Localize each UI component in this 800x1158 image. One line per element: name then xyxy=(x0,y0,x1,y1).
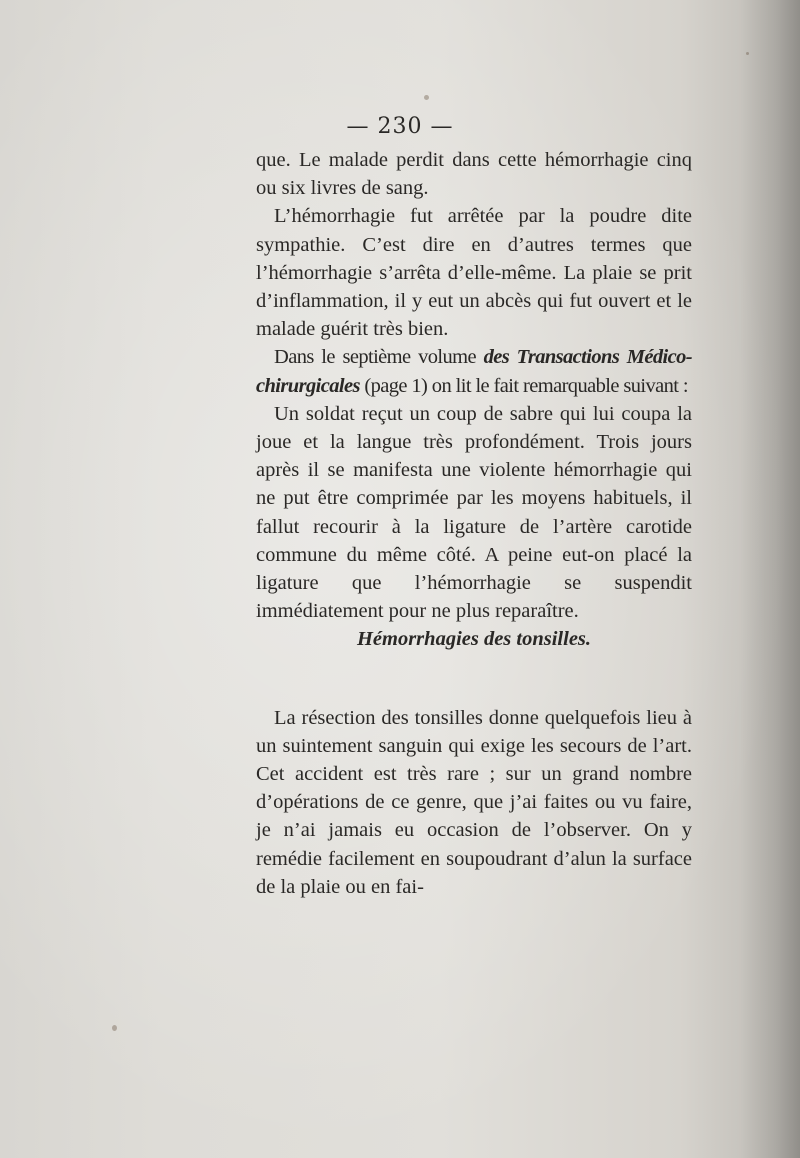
paragraph-text: Dans le septième volume xyxy=(274,346,476,369)
page-header xyxy=(0,114,800,139)
body-text xyxy=(256,146,692,901)
ink-speck xyxy=(112,1025,117,1031)
ink-speck xyxy=(746,52,749,55)
paragraph: Un soldat reçut un coup de sabre qui lui coupa la joue et la langue très profondément. Trois jours après il se manifesta une violente hémorrhagie qui ne put être comprimée par les moyens habituels, il fallut recourir à la ligature de l’artère carotide commune du même côté. A peine eut-on placé la ligature que l’hémorrhagie se suspendit immédiatement pour ne plus reparaître. xyxy=(256,402,692,623)
paragraph: que. Le malade perdit dans cette hémorrhagie cinq ou six livres de sang. xyxy=(256,149,692,200)
publication-title: des Transactions Médico-chirurgicales xyxy=(256,346,693,397)
paragraph xyxy=(256,343,692,399)
page-number: — 230 — xyxy=(346,114,454,139)
paragraph: L’hémorrhagie fut arrêtée par la poudre dite sympathie. C’est dire en d’autres termes que l’hémorrhagie s’arrêta d’elle-même. La plaie se prit d’inflammation, il y eut un abcès qui fut ouvert et le malade guérit très bien. xyxy=(256,205,692,341)
spine-shadow xyxy=(740,0,800,1158)
section-heading: Hémorrhagies des tonsilles. xyxy=(356,628,592,651)
paragraph-text: (page 1) on lit le fait remarquable suivant : xyxy=(359,374,689,397)
paragraph: La résection des tonsilles donne quelquefois lieu à un suintement sanguin qui exige les secours de l’art. Cet accident est très rare ; sur un grand nombre d’opérations de ce genre, que j’ai faites ou vu faire, je n’ai jamais eu occasion de l’observer. On y remédie facilement en soupoudrant d’alun la surface de la plaie ou en fai- xyxy=(256,706,692,898)
ink-speck xyxy=(424,95,429,100)
